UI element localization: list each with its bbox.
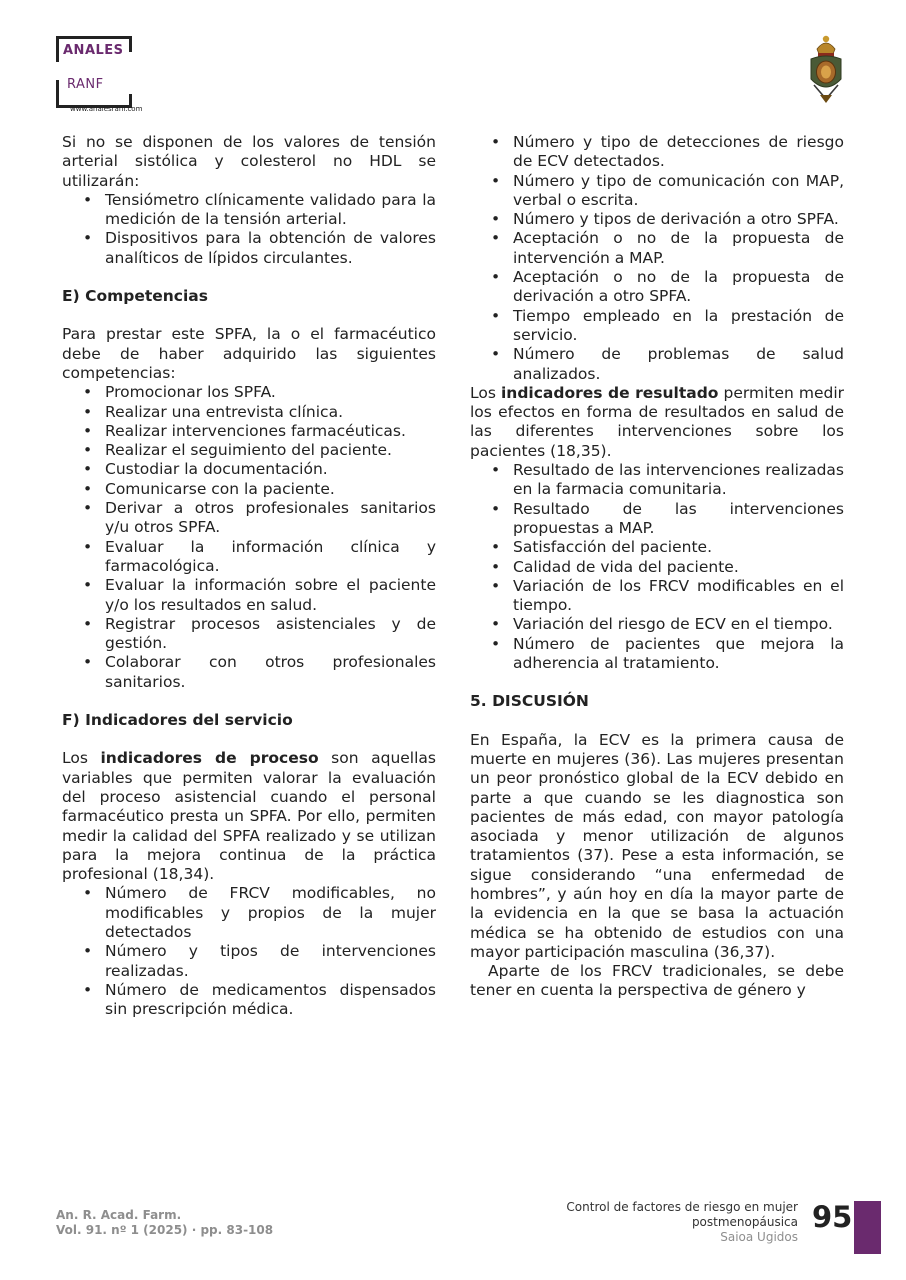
list-item: • Custodiar la documentación. bbox=[105, 460, 436, 479]
section-heading-indicadores: F) Indicadores del servicio bbox=[62, 711, 293, 730]
list-item: • Resultado de las intervenciones propuestas a MAP. bbox=[513, 500, 844, 539]
discusion-paragraph: Aparte de los FRCV tradicionales, se debe tener en cuenta la perspectiva de género y bbox=[470, 962, 844, 1000]
indicadores-resultado-paragraph bbox=[470, 384, 844, 461]
section-heading-competencias: E) Competencias bbox=[62, 287, 208, 306]
logo-frame-right bbox=[129, 36, 132, 52]
list-item: • Promocionar los SPFA. bbox=[105, 383, 436, 402]
list-item: • Satisfacción del paciente. bbox=[513, 538, 844, 557]
intro-list bbox=[62, 191, 436, 268]
list-item: • Número y tipos de derivación a otro SPFA. bbox=[513, 210, 844, 229]
journal-logo bbox=[56, 36, 186, 116]
text-run: Los bbox=[470, 383, 501, 402]
list-item: • Registrar procesos asistenciales y de gestión. bbox=[105, 615, 436, 654]
list-item: • Número de FRCV modificables, no modificables y propios de la mujer detectados bbox=[105, 884, 436, 942]
list-item: • Resultado de las intervenciones realizadas en la farmacia comunitaria. bbox=[513, 461, 844, 500]
right-column bbox=[470, 133, 844, 1001]
page-number: 95 bbox=[812, 1200, 853, 1234]
list-item: • Variación del riesgo de ECV en el tiempo. bbox=[513, 615, 844, 634]
proceso-list bbox=[62, 884, 436, 1019]
list-item: • Colaborar con otros profesionales sanitarios. bbox=[105, 653, 436, 692]
list-item: • Tiempo empleado en la prestación de servicio. bbox=[513, 307, 844, 346]
article-title-line: postmenopáusica bbox=[691, 1215, 798, 1229]
journal-citation bbox=[56, 1208, 273, 1238]
text-run: permiten medir los efectos en forma de resultados en salud de las diferentes intervenciones sobre los pacientes (18,35). bbox=[470, 383, 845, 460]
bold-term: indicadores de resultado bbox=[500, 383, 719, 402]
logo-url-text: www.analesranf.com bbox=[70, 105, 143, 113]
list-item: • Calidad de vida del paciente. bbox=[513, 558, 844, 577]
section-heading-discusion: 5. DISCUSIÓN bbox=[470, 692, 589, 711]
logo-anales-text: ANALES bbox=[63, 43, 124, 58]
list-item: • Derivar a otros profesionales sanitarios y/u otros SPFA. bbox=[105, 499, 436, 538]
list-item: • Dispositivos para la obtención de valores analíticos de lípidos circulantes. bbox=[105, 229, 436, 268]
list-item: • Número de medicamentos dispensados sin prescripción médica. bbox=[105, 981, 436, 1020]
journal-name: An. R. Acad. Farm. bbox=[56, 1208, 182, 1222]
left-column bbox=[62, 133, 436, 1019]
list-item: • Aceptación o no de la propuesta de derivación a otro SPFA. bbox=[513, 268, 844, 307]
list-item: • Realizar el seguimiento del paciente. bbox=[105, 441, 436, 460]
proceso-list-continued bbox=[470, 133, 844, 384]
logo-frame-left bbox=[56, 36, 59, 62]
logo-ranf-text: RANF bbox=[67, 77, 104, 92]
page-accent-bar bbox=[854, 1201, 881, 1254]
article-title-line: Control de factores de riesgo en mujer bbox=[566, 1200, 798, 1214]
article-author: Saioa Ugidos bbox=[720, 1230, 798, 1244]
list-item: • Variación de los FRCV modificables en el tiempo. bbox=[513, 577, 844, 616]
academy-crest-icon bbox=[806, 33, 846, 105]
list-item: • Realizar intervenciones farmacéuticas. bbox=[105, 422, 436, 441]
logo-frame-bottom-left bbox=[56, 80, 59, 108]
list-item: • Número de pacientes que mejora la adherencia al tratamiento. bbox=[513, 635, 844, 674]
list-item: • Evaluar la información clínica y farmacológica. bbox=[105, 538, 436, 577]
list-item: • Comunicarse con la paciente. bbox=[105, 480, 436, 499]
resultado-list bbox=[470, 461, 844, 673]
bold-term: indicadores de proceso bbox=[100, 749, 319, 768]
text-run: Los bbox=[62, 749, 101, 768]
text-run: son aquellas variables que permiten valorar la evaluación del proceso asistencial cuando el personal farmacéutico presta un SPFA. Por ello, permiten medir la calidad del SPFA realizado y se utilizan para la mejora continua de la práctica profesional (18,34). bbox=[62, 749, 436, 884]
indicadores-proceso-paragraph bbox=[62, 749, 436, 884]
journal-volume: Vol. 91. nº 1 (2025) · pp. 83-108 bbox=[56, 1223, 274, 1237]
list-item: • Tensiómetro clínicamente validado para la medición de la tensión arterial. bbox=[105, 191, 436, 230]
list-item: • Evaluar la información sobre el paciente y/o los resultados en salud. bbox=[105, 576, 436, 615]
list-item: • Número de problemas de salud analizados. bbox=[513, 345, 844, 384]
logo-frame-top bbox=[56, 36, 132, 39]
list-item: • Número y tipos de intervenciones realizadas. bbox=[105, 942, 436, 981]
discusion-paragraph: En España, la ECV es la primera causa de muerte en mujeres (36). Las mujeres presentan un peor pronóstico global de la ECV debido en parte a que cuando se les diagnostica son pacientes de más edad, con mayor patología asociada y menor utilización de algunos tratamientos (37). Pese a esta información, se sigue considerando “una enfermedad de hombres”, y aún hoy en día la mayor parte de la evidencia en la que se basa la actuación médica se ha obtenido de estudios con una mayor participación masculina (36,37). bbox=[470, 730, 844, 961]
list-item: • Aceptación o no de la propuesta de intervención a MAP. bbox=[513, 229, 844, 268]
list-item: • Número y tipo de detecciones de riesgo de ECV detectados. bbox=[513, 133, 844, 172]
list-item: • Número y tipo de comunicación con MAP, verbal o escrita. bbox=[513, 172, 844, 211]
intro-paragraph: Si no se disponen de los valores de tensión arterial sistólica y colesterol no HDL se utilizarán: bbox=[62, 133, 436, 190]
competencias-paragraph: Para prestar este SPFA, la o el farmacéutico debe de haber adquirido las siguientes competencias: bbox=[62, 325, 436, 382]
competencias-list bbox=[62, 383, 436, 692]
running-title bbox=[498, 1200, 798, 1245]
list-item: • Realizar una entrevista clínica. bbox=[105, 403, 436, 422]
